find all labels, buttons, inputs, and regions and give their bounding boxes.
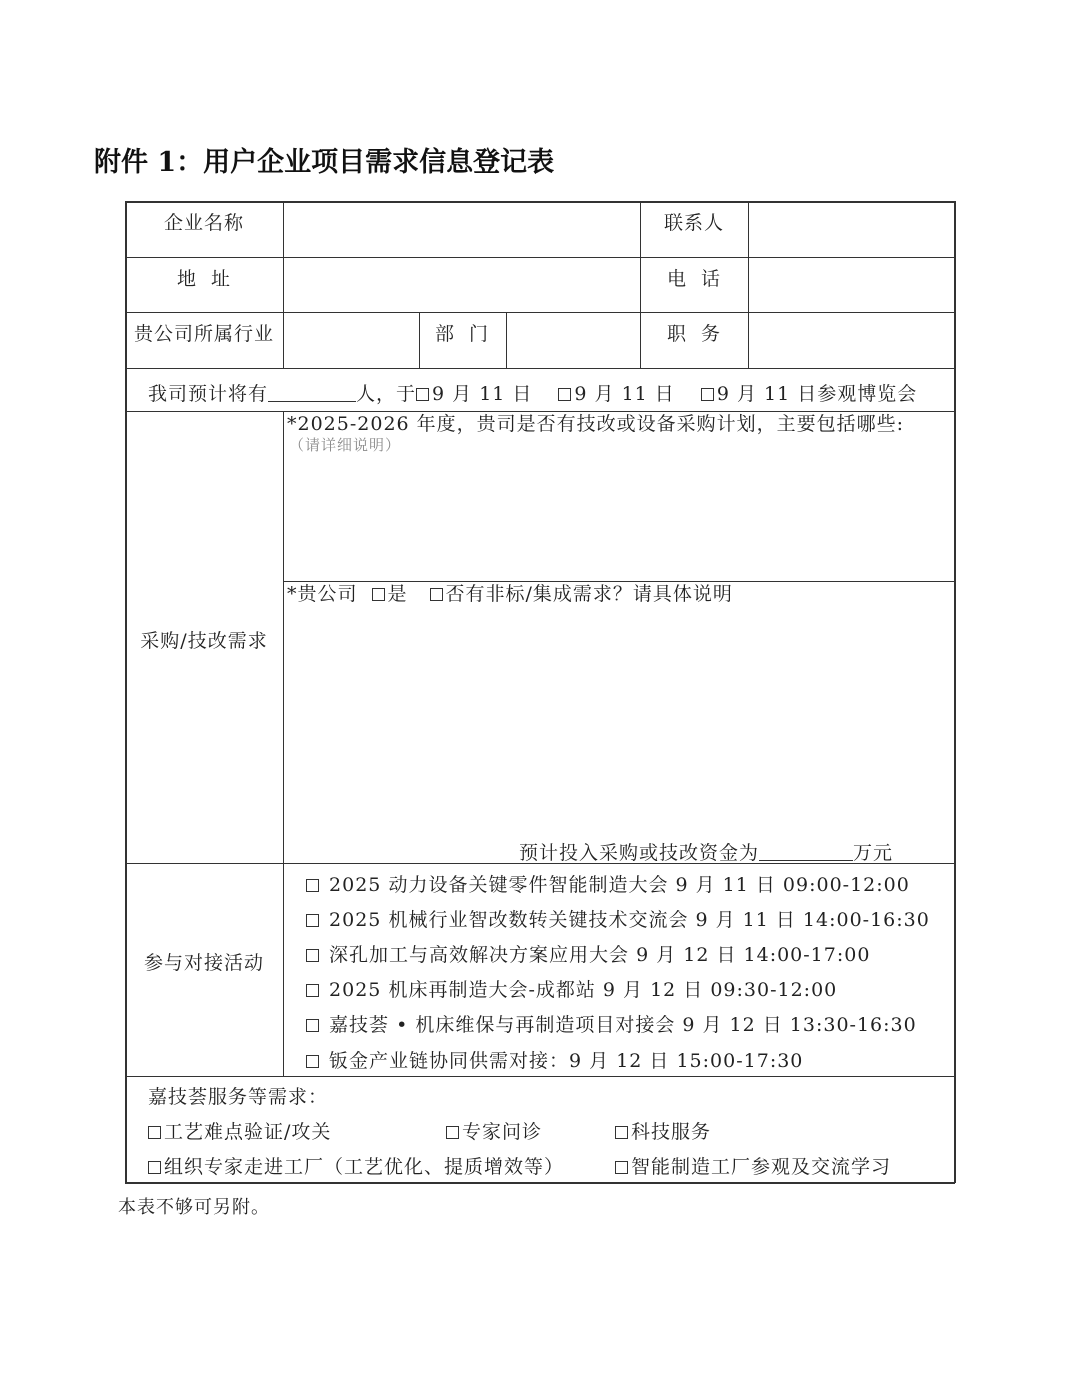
visit-opt1: 9 月 11 日 xyxy=(432,383,533,405)
activities-label: 参与对接活动 xyxy=(143,952,265,974)
visit-date-checkbox-1[interactable] xyxy=(416,388,429,401)
service-item[interactable]: 组织专家走进工厂（工艺优化、提质增效等） xyxy=(148,1158,564,1177)
activity-item[interactable]: 深孔加工与高效解决方案应用大会 9 月 12 日 14:00-17:00 xyxy=(306,946,870,965)
activity-item[interactable]: 嘉技荟 • 机床维保与再制造项目对接会 9 月 12 日 13:30-16:30 xyxy=(306,1016,917,1035)
checkbox[interactable] xyxy=(615,1126,628,1139)
phone-label: 电 话 xyxy=(666,268,722,290)
service-item[interactable]: 专家问诊 xyxy=(446,1123,542,1142)
checkbox[interactable] xyxy=(306,949,319,962)
visitor-count-blank[interactable] xyxy=(268,384,356,402)
budget-row xyxy=(519,843,893,863)
activity-item[interactable]: 钣金产业链协同供需对接：9 月 12 日 15:00-17:30 xyxy=(306,1052,803,1071)
visit-row xyxy=(148,384,917,404)
activity-item[interactable]: 2025 机械行业智改数转关键技术交流会 9 月 11 日 14:00-16:30 xyxy=(306,911,930,930)
company-name-field[interactable] xyxy=(285,203,639,256)
question-2-prefix: *贵公司 xyxy=(287,583,358,605)
service-item[interactable]: 智能制造工厂参观及交流学习 xyxy=(615,1158,891,1177)
checkbox[interactable] xyxy=(306,914,319,927)
contact-label: 联系人 xyxy=(663,212,725,234)
page-title: 附件 1：用户企业项目需求信息登记表 xyxy=(94,147,555,178)
department-label: 部 门 xyxy=(434,323,490,345)
position-field[interactable] xyxy=(750,314,953,367)
question-2-rest: 否有非标/集成需求？请具体说明 xyxy=(445,583,733,605)
activity-item[interactable]: 2025 动力设备关键零件智能制造大会 9 月 11 日 09:00-12:00 xyxy=(306,876,910,895)
yes-checkbox[interactable] xyxy=(372,588,385,601)
procurement-question-1: *2025-2026 年度，贵司是否有技改或设备采购计划，主要包括哪些: xyxy=(287,413,905,435)
visit-opt2: 9 月 11 日 xyxy=(574,383,675,405)
service-item[interactable]: 工艺难点验证/攻关 xyxy=(148,1123,331,1142)
visit-date-checkbox-3[interactable] xyxy=(701,388,714,401)
services-label: 嘉技荟服务等需求： xyxy=(148,1086,329,1108)
procurement-hint: （请详细说明） xyxy=(289,436,402,454)
budget-blank[interactable] xyxy=(759,843,853,861)
yes-label: 是 xyxy=(387,583,408,605)
checkbox[interactable] xyxy=(306,1019,319,1032)
department-field[interactable] xyxy=(508,314,639,367)
procurement-label: 采购/技改需求 xyxy=(140,630,268,652)
checkbox[interactable] xyxy=(306,879,319,892)
checkbox[interactable] xyxy=(148,1161,161,1174)
procurement-question-2 xyxy=(287,585,733,604)
checkbox[interactable] xyxy=(306,1055,319,1068)
industry-field[interactable] xyxy=(285,314,418,367)
budget-suffix: 万元 xyxy=(853,842,894,864)
visit-opt3: 9 月 11 日参观博览会 xyxy=(716,383,918,405)
company-name-label: 企业名称 xyxy=(163,212,245,234)
checkbox[interactable] xyxy=(148,1126,161,1139)
visit-date-checkbox-2[interactable] xyxy=(558,388,571,401)
visit-prefix: 我司预计将有 xyxy=(148,383,269,405)
checkbox[interactable] xyxy=(306,984,319,997)
budget-prefix: 预计投入采购或技改资金为 xyxy=(519,842,760,864)
service-item[interactable]: 科技服务 xyxy=(615,1123,711,1142)
activity-item[interactable]: 2025 机床再制造大会-成都站 9 月 12 日 09:30-12:00 xyxy=(306,981,837,1000)
footer-note: 本表不够可另附。 xyxy=(118,1197,270,1218)
address-label: 地 址 xyxy=(176,268,232,290)
address-field[interactable] xyxy=(285,259,639,311)
position-label: 职 务 xyxy=(666,323,722,345)
no-checkbox[interactable] xyxy=(430,588,443,601)
phone-field[interactable] xyxy=(750,259,953,311)
industry-label: 贵公司所属行业 xyxy=(133,323,275,345)
custom-needs-field[interactable] xyxy=(285,610,953,830)
visit-mid: 人，于 xyxy=(356,383,417,405)
contact-field[interactable] xyxy=(750,203,953,256)
procurement-plan-field[interactable] xyxy=(285,460,953,580)
checkbox[interactable] xyxy=(615,1161,628,1174)
checkbox[interactable] xyxy=(446,1126,459,1139)
